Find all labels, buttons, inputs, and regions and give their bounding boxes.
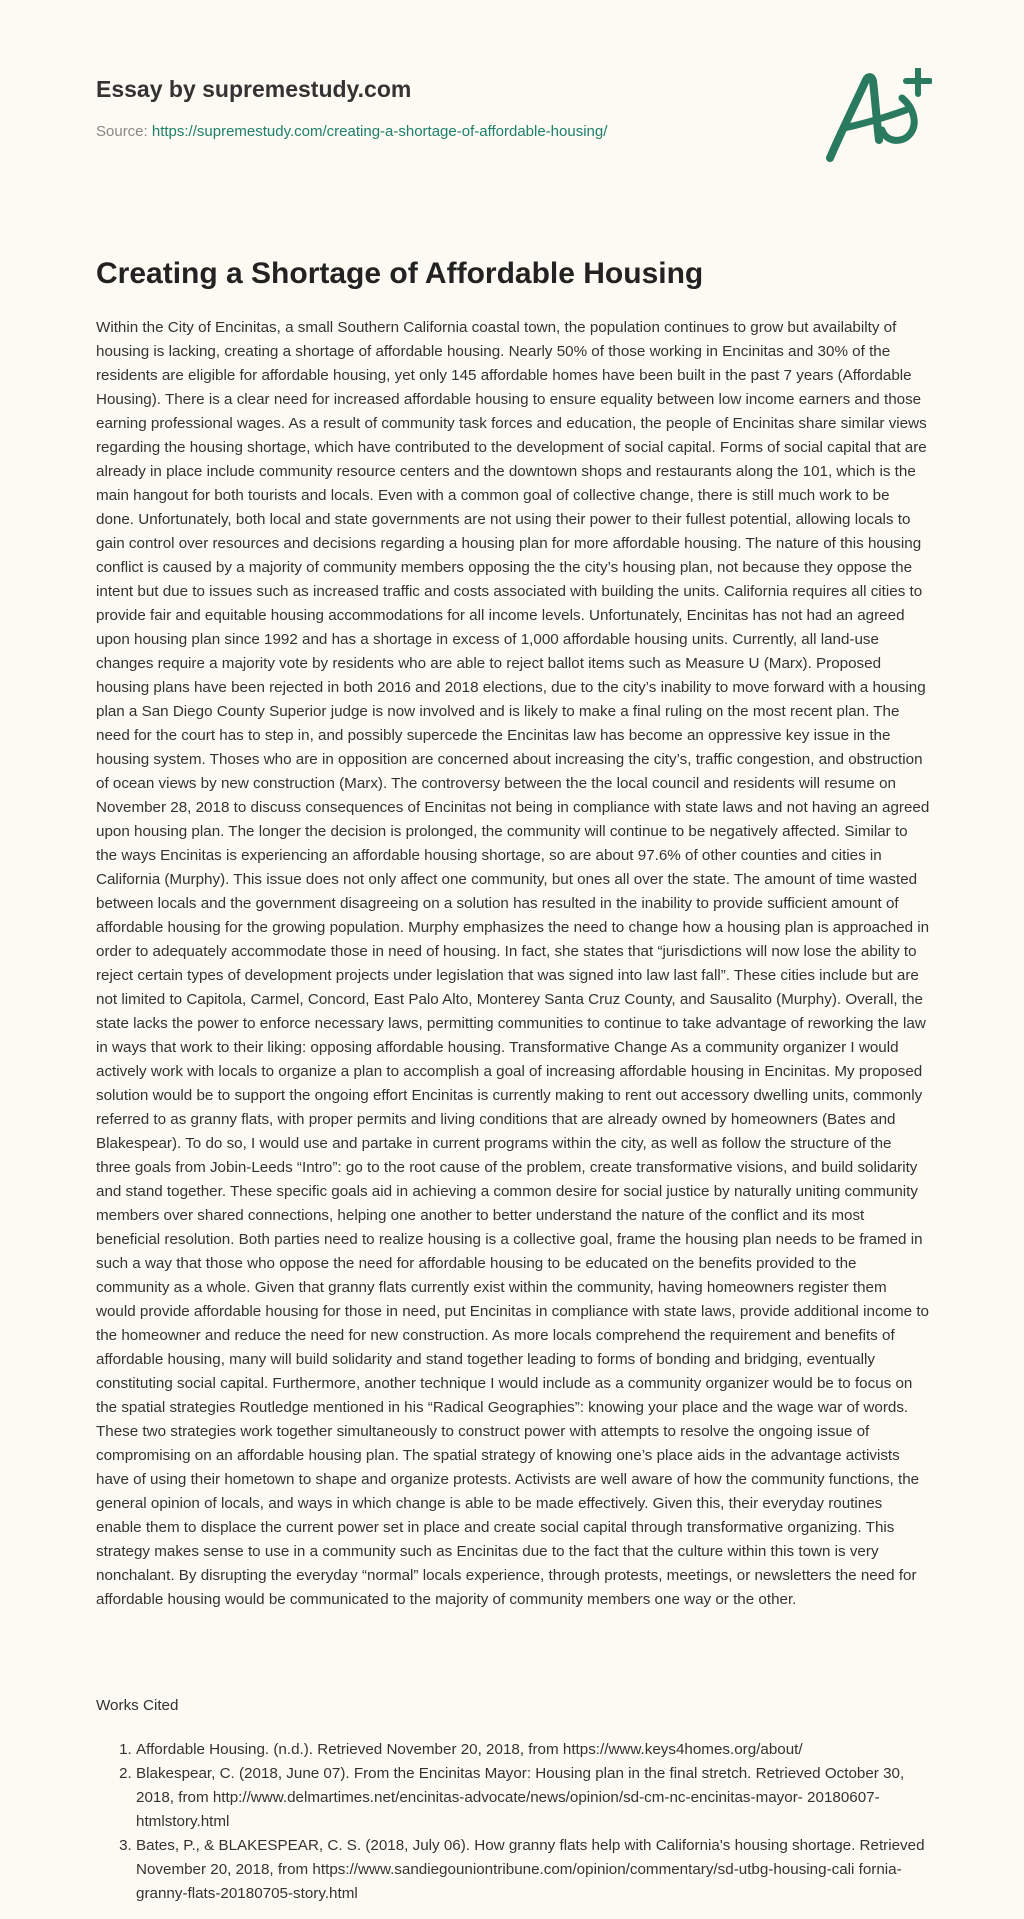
site-title: Essay by supremestudy.com [96,76,412,102]
essay-title: Creating a Shortage of Affordable Housing [96,257,704,290]
source-label: Source: [96,123,152,140]
source-line [96,122,607,142]
citation-item: 3. Bates, P., & BLAKESPEAR, C. S. (2018, July 06). How granny flats help with California's housing shortage. Retrieved November 20, 2018, from https://www.sandiegouniontribune.com/opinion/commentary/sd-utbg-housing-cali fornia-granny-flats-20180705-story.html [136,1834,930,1906]
essay-body: Within the City of Encinitas, a small Southern California coastal town, the population continues to grow but availabilty of housing is lacking, creating a shortage of affordable housing. Nearly 50% of those working in Encinitas and 30% of the residents are eligible for affordable housing, yet only 145 affordable homes have been built in the past 7 years (Affordable Housing). There is a clear need for increased affordable housing to ensure equality between low income earners and those earning professional wages. As a result of community task forces and education, the people of Encinitas share similar views regarding the housing shortage, which have contributed to the development of social capital. Forms of social capital that are already in place include community resource centers and the downtown shops and restaurants along the 101, which is the main hangout for both tourists and locals. Even with a common goal of collective change, there is still much work to be done. Unfortunately, both local and state governments are not using their power to their fullest potential, allowing locals to gain control over resources and decisions regarding a housing plan for more affordable housing. The nature of this housing conflict is caused by a majority of community members opposing the the city’s housing plan, not because they oppose the intent but due to issues such as increased traffic and costs associated with building the units. California requires all cities to provide fair and equitable housing accommodations for all income levels. Unfortunately, Encinitas has not had an agreed upon housing plan since 1992 and has a shortage in excess of 1,000 affordable housing units. Currently, all land-use changes require a majority vote by residents who are able to reject ballot items such as Measure U (Marx). Proposed housing plans have been rejected in both 2016 and 2018 elections, due to the city’s inability to move forward with a housing plan a San Diego County Superior judge is now involved and is likely to make a final ruling on the most recent plan. The need for the court has to step in, and possibly supercede the Encinitas law has become an oppressive key issue in the housing system. Thoses who are in opposition are concerned about increasing the city’s, traffic congestion, and obstruction of ocean views by new construction (Marx). The controversy between the the local council and residents will resume on November 28, 2018 to discuss consequences of Encinitas not being in compliance with state laws and not having an agreed upon housing plan. The longer the decision is prolonged, the community will continue to be negatively affected. Similar to the ways Encinitas is experiencing an affordable housing shortage, so are about 97.6% of other counties and cities in California (Murphy). This issue does not only affect one community, but ones all over the state. The amount of time wasted between locals and the government disagreeing on a solution has resulted in the inability to provide sufficient amount of affordable housing for the growing population. Murphy emphasizes the need to change how a housing plan is approached in order to adequately accommodate those in need of housing. In fact, she states that “jurisdictions will now lose the ability to reject certain types of development projects under legislation that was signed into law last fall”. These cities include but are not limited to Capitola, Carmel, Concord, East Palo Alto, Monterey Santa Cruz County, and Sausalito (Murphy). Overall, the state lacks the power to enforce necessary laws, permitting communities to continue to take advantage of reworking the law in ways that work to their liking: opposing affordable housing. Transformative Change As a community organizer I would actively work with locals to organize a plan to accomplish a goal of increasing affordable housing in Encinitas. My proposed solution would be to support the ongoing effort Encinitas is currently making to rent out accessory dwelling units, commonly referred to as granny flats, with proper permits and living conditions that are already owned by homeowners (Bates and Blakespear). To do so, I would use and partake in current programs within the city, as well as follow the structure of the three goals from Jobin-Leeds “Intro”: go to the root cause of the problem, create transformative visions, and build solidarity and stand together. These specific goals aid in achieving a common desire for social justice by naturally uniting community members over shared connections, helping one another to better understand the nature of the conflict and its most beneficial resolution. Both parties need to realize housing is a collective goal, frame the housing plan needs to be framed in such a way that those who oppose the need for affordable housing to be educated on the benefits provided to the community as a whole. Given that granny flats currently exist within the community, having homeowners register them would provide affordable housing for those in need, put Encinitas in compliance with state laws, provide additional income to the homeowner and reduce the need for new construction. As more locals comprehend the requirement and benefits of affordable housing, many will build solidarity and stand together leading to forms of bonding and bridging, eventually constituting social capital. Furthermore, another technique I would include as a community organizer would be to focus on the spatial strategies Routledge mentioned in his “Radical Geographies”: knowing your place and the wage war of words. These two strategies work together simultaneously to construct power with attempts to resolve the ongoing issue of compromising on an affordable housing plan. The spatial strategy of knowing one’s place aids in the advantage activists have of using their hometown to shape and organize protests. Activists are well aware of how the community functions, the general opinion of locals, and ways in which change is able to be made effectively. Given this, their everyday routines enable them to displace the current power set in place and create social capital through transformative organizing. This strategy makes sense to use in a community such as Encinitas due to the fact that the culture within this town is very nonchalant. By disrupting the everyday “normal” locals experience, through protests, meetings, or newsletters the need for affordable housing would be communicated to the majority of community members one way or the other. [96,319,930,1608]
a-plus-logo-icon [822,68,932,168]
citation-item: 2. Blakespear, C. (2018, June 07). From the Encinitas Mayor: Housing plan in the final stretch. Retrieved October 30, 2018, from http://www.delmartimes.net/encinitas-advocate/news/opinion/sd-cm-nc-encinitas-mayor- 20180607-htmlstory.html [136,1762,930,1834]
works-cited-list [96,1738,930,1906]
source-link[interactable]: https://supremestudy.com/creating-a-shortage-of-affordable-housing/ [151,123,608,140]
works-cited-heading: Works Cited [96,1697,179,1714]
citation-item: 1. Affordable Housing. (n.d.). Retrieved November 20, 2018, from https://www.keys4homes.org/about/ [136,1738,930,1762]
